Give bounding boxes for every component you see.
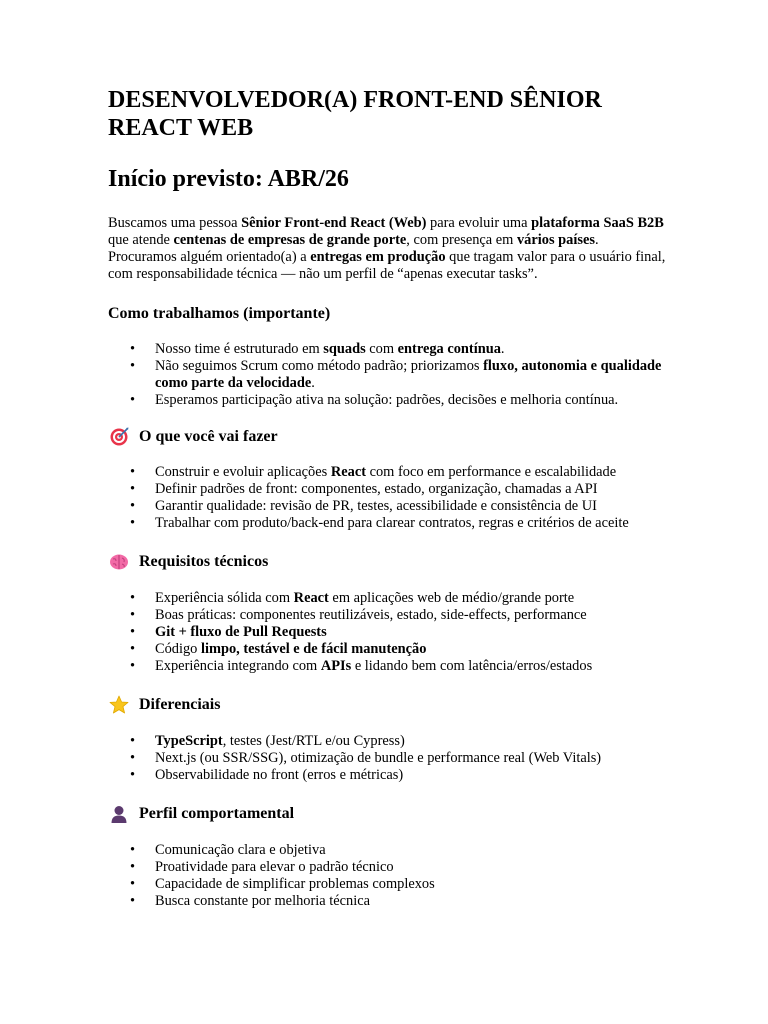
bold-text: centenas de empresas de grande porte [173, 232, 407, 248]
list-item [108, 658, 668, 675]
star-icon [108, 695, 130, 715]
section-differentials [108, 695, 668, 784]
text-run: Esperamos participação ativa na solução: padrões, decisões e melhoria contínua. [155, 392, 619, 408]
bullet-list [108, 842, 668, 910]
list-item [108, 464, 668, 481]
text-run: para evoluir uma [426, 215, 532, 231]
person-icon [108, 804, 130, 824]
text-run: em aplicações web de médio/grande porte [328, 590, 575, 606]
section-heading-text: Perfil comportamental [139, 805, 295, 822]
text-run: Código [155, 641, 201, 657]
bold-text: fluxo, autonomia e qualidade como parte da velocidade [155, 358, 662, 391]
list-item [108, 641, 668, 658]
text-run: Boas práticas: componentes reutilizáveis, estado, side-effects, performance [155, 607, 587, 623]
text-run: que atende [108, 232, 174, 248]
list-item [108, 358, 668, 392]
text-run: e lidando bem com latência/erros/estados [351, 658, 593, 674]
text-run: Buscamos uma pessoa [108, 215, 242, 231]
text-run: com [365, 341, 398, 357]
text-run: que tragam valor para o usuário final, com responsabilidade técnica — não um perfil de “apenas executar tasks”. [108, 249, 666, 282]
bold-text: limpo, testável e de fácil manutenção [200, 641, 427, 657]
bullet-list [108, 590, 668, 675]
list-item [108, 624, 668, 641]
text-run: . Procuramos alguém orientado(a) a [108, 232, 599, 265]
brain-icon [108, 552, 130, 572]
bullet-list [108, 733, 668, 784]
target-icon [108, 427, 130, 447]
bold-text: Sênior Front-end React (Web) [241, 215, 427, 231]
bold-text: plataforma SaaS B2B [531, 215, 664, 231]
intro-paragraph [108, 215, 668, 283]
section-heading-text: Requisitos técnicos [139, 553, 269, 570]
bold-text: React [293, 590, 329, 606]
bold-text: squads [323, 341, 366, 357]
list-item [108, 733, 668, 750]
text-run: , com presença em [406, 232, 517, 248]
section-what-you-do [108, 427, 668, 532]
text-run: Busca constante por melhoria técnica [155, 893, 370, 909]
list-item [108, 767, 668, 784]
job-title: DESENVOLVEDOR(A) FRONT-END SÊNIOR REACT WEB [108, 87, 602, 141]
section-heading-text: Como trabalhamos (importante) [108, 305, 331, 322]
text-run: . [311, 375, 315, 391]
list-item [108, 481, 668, 498]
section-heading-text: Diferenciais [139, 696, 221, 713]
text-run: com foco em performance e escalabilidade [366, 464, 617, 480]
text-run: Definir padrões de front: componentes, estado, organização, chamadas a API [155, 481, 598, 497]
section-heading [108, 304, 668, 324]
bold-text: TypeScript [155, 733, 223, 749]
text-run: Nosso time é estruturado em [155, 341, 324, 357]
list-item [108, 876, 668, 893]
bold-text: APIs [320, 658, 352, 674]
bold-text: Git + fluxo de Pull Requests [155, 624, 327, 640]
text-run: Experiência integrando com [155, 658, 321, 674]
list-item [108, 750, 668, 767]
bullet-list [108, 464, 668, 532]
text-run: Capacidade de simplificar problemas complexos [155, 876, 435, 892]
text-run: Proatividade para elevar o padrão técnico [155, 859, 394, 875]
list-item [108, 893, 668, 910]
text-run: Comunicação clara e objetiva [155, 842, 326, 858]
list-item [108, 341, 668, 358]
list-item [108, 498, 668, 515]
list-item [108, 842, 668, 859]
text-run: Construir e evoluir aplicações [155, 464, 331, 480]
text-run: , testes (Jest/RTL e/ou Cypress) [222, 733, 405, 749]
section-behavioral-profile [108, 804, 668, 910]
text-run: Experiência sólida com [155, 590, 294, 606]
bold-text: entregas em produção [310, 249, 446, 265]
section-heading [108, 552, 668, 572]
text-run: Garantir qualidade: revisão de PR, testes, acessibilidade e consistência de UI [155, 498, 597, 514]
list-item [108, 590, 668, 607]
list-item [108, 392, 668, 409]
text-run: Next.js (ou SSR/SSG), otimização de bundle e performance real (Web Vitals) [155, 750, 602, 766]
section-technical-requirements [108, 552, 668, 675]
section-heading [108, 427, 668, 447]
list-item [108, 859, 668, 876]
list-item [108, 515, 668, 532]
section-heading [108, 695, 668, 715]
bold-text: React [330, 464, 366, 480]
text-run: Observabilidade no front (erros e métricas) [155, 767, 404, 783]
start-date: Início previsto: ABR/26 [108, 166, 349, 192]
document-content [108, 86, 668, 910]
text-run: Não seguimos Scrum como método padrão; priorizamos [155, 358, 484, 374]
section-how-we-work [108, 304, 668, 409]
bold-text: vários países [516, 232, 595, 248]
text-run: . [500, 341, 505, 357]
bold-text: entrega contínua [397, 341, 501, 357]
bullet-list [108, 341, 668, 409]
section-heading [108, 804, 668, 824]
section-heading-text: O que você vai fazer [139, 428, 278, 445]
list-item [108, 607, 668, 624]
text-run: Trabalhar com produto/back-end para clarear contratos, regras e critérios de aceite [155, 515, 629, 531]
